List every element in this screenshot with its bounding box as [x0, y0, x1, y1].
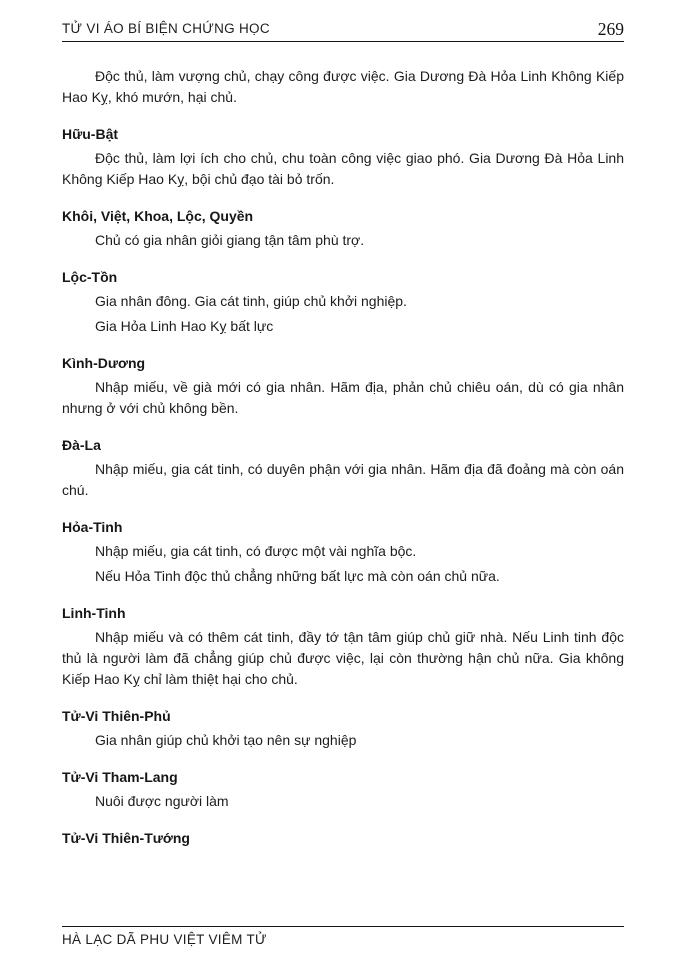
- section-tu-vi-thien-tuong: [62, 828, 624, 848]
- section-paragraph: Nhập miếu, gia cát tinh, có được một vài nghĩa bộc.: [95, 543, 417, 559]
- running-footer: [62, 926, 624, 949]
- running-header: [62, 20, 624, 42]
- page-number: 269: [597, 19, 624, 39]
- section-paragraph: Độc thủ, làm vượng chủ, chạy công được việc. Gia Dương Đà Hỏa Linh Không Kiếp Hao Kỵ, khó mướn, hại chủ.: [62, 68, 624, 105]
- section-paragraph: Gia nhân đông. Gia cát tinh, giúp chủ khởi nghiệp.: [95, 293, 407, 309]
- section-tu-vi-thien-phu: [62, 706, 624, 751]
- section-da-la: [62, 435, 624, 501]
- section-heading: Tử-Vi Tham-Lang: [62, 769, 178, 785]
- section-paragraph: Nuôi được người làm: [95, 793, 229, 809]
- section-heading: Linh-Tinh: [62, 605, 126, 621]
- section-kinh-duong: [62, 353, 624, 419]
- section-heading: Lộc-Tồn: [62, 269, 118, 285]
- section-paragraph: Nhập miếu và có thêm cát tinh, đầy tớ tận tâm giúp chủ giữ nhà. Nếu Linh tinh độc thủ là người làm đã chẳng giúp chủ được việc, lại còn thường hận chủ nữa. Gia không Kiếp Hao Kỵ chỉ làm thiệt hại cho chủ.: [62, 629, 624, 687]
- book-title: TỬ VI ÁO BÍ BIỆN CHỨNG HỌC: [62, 21, 270, 36]
- section-heading: Hữu-Bật: [62, 126, 119, 142]
- section-hoa-tinh: [62, 517, 624, 587]
- page-body: [62, 66, 624, 848]
- section-paragraph: Nếu Hỏa Tinh độc thủ chẳng những bất lực mà còn oán chủ nữa.: [95, 568, 500, 584]
- section-heading: Tử-Vi Thiên-Phủ: [62, 708, 171, 724]
- section-continuation: [62, 66, 624, 108]
- section-paragraph: Gia nhân giúp chủ khởi tạo nên sự nghiệp: [95, 732, 357, 748]
- section-huu-bat: [62, 124, 624, 190]
- section-paragraph: Gia Hỏa Linh Hao Kỵ bất lực: [95, 318, 274, 334]
- author-name: HÀ LẠC DÃ PHU VIỆT VIÊM TỬ: [62, 932, 267, 947]
- section-heading: Đà-La: [62, 437, 101, 453]
- section-heading: Kình-Dương: [62, 355, 146, 371]
- section-khoi-viet-khoa-loc-quyen: [62, 206, 624, 251]
- section-paragraph: Độc thủ, làm lợi ích cho chủ, chu toàn công việc giao phó. Gia Dương Đà Hỏa Linh Không Kiếp Hao Kỵ, bội chủ đạo tài bỏ trốn.: [62, 150, 624, 187]
- section-loc-ton: [62, 267, 624, 337]
- section-tu-vi-tham-lang: [62, 767, 624, 812]
- section-paragraph: Chủ có gia nhân giỏi giang tận tâm phù trợ.: [95, 232, 365, 248]
- section-linh-tinh: [62, 603, 624, 690]
- section-paragraph: Nhập miếu, về già mới có gia nhân. Hãm địa, phản chủ chiêu oán, dù có gia nhân nhưng ở với chủ không bền.: [62, 379, 624, 416]
- section-heading: Khôi, Việt, Khoa, Lộc, Quyền: [62, 208, 254, 224]
- section-heading: Tử-Vi Thiên-Tướng: [62, 830, 190, 846]
- section-paragraph: Nhập miếu, gia cát tinh, có duyên phận với gia nhân. Hãm địa đã đoảng mà còn oán chú.: [62, 461, 624, 498]
- section-heading: Hỏa-Tinh: [62, 519, 123, 535]
